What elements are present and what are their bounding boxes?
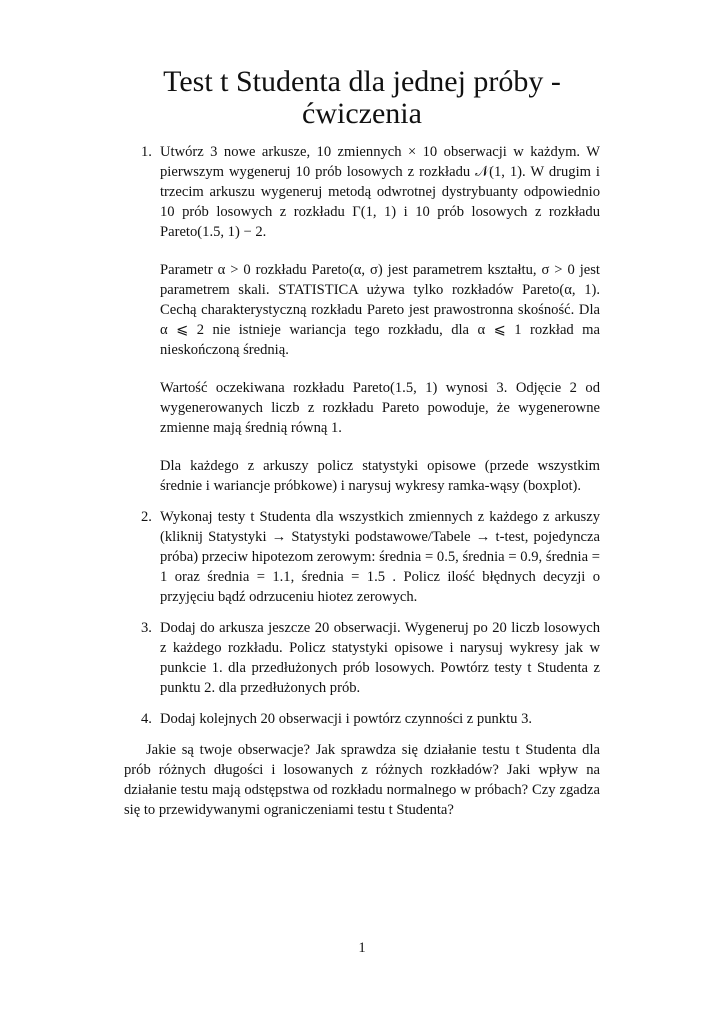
list-item [124, 142, 600, 496]
list-item [124, 618, 600, 698]
closing-paragraph: Jakie są twoje obserwacje? Jak sprawdza się działanie testu t Studenta dla prób różnych długości i losowanych z różnych rozkładów? Jaki wpływ na działanie testu mają odstępstwa od rozkładu normalnego w próbach? Czy zgadza się to przewidywanymi ograniczeniami testu t Studenta? [124, 742, 600, 818]
list-item-number: 2. [141, 509, 152, 525]
paragraph: Dodaj kolejnych 20 obserwacji i powtórz czynności z punktu 3. [160, 711, 533, 727]
list-item [124, 507, 600, 607]
paragraph: Dla każdego z arkuszy policz statystyki opisowe (przede wszystkim średnie i wariancje próbkowe) i narysuj wykresy ramka-wąsy (boxplot). [160, 458, 600, 494]
list-item-number: 1. [141, 144, 152, 160]
paragraph: Wartość oczekiwana rozkładu Pareto(1.5, 1) wynosi 3. Odjęcie 2 od wygenerowanych liczb z rozkładu Pareto powoduje, że wygenerowne zmienne mają średnią równą 1. [160, 380, 600, 436]
list-item [124, 709, 600, 729]
document-body [124, 142, 600, 820]
task-list [124, 142, 600, 729]
list-item-number: 3. [141, 620, 152, 636]
paragraph: Dodaj do arkusza jeszcze 20 obserwacji. Wygeneruj po 20 liczb losowych z każdego rozkładu. Policz statystyki opisowe i narysuj wykresy jak w punkcie 1. dla przedłużonych prób losowych. Powtórz testy t Studenta z punktu 2. dla przedłużonych prób. [160, 620, 600, 696]
list-item-number: 4. [141, 711, 152, 727]
page-number: 1 [358, 940, 366, 956]
paragraph: Parametr α > 0 rozkładu Pareto(α, σ) jest parametrem kształtu, σ > 0 jest parametrem skali. STATISTICA używa tylko rozkładów Pareto(α, 1). Cechą charakterystyczną rozkładu Pareto jest prawostronna skośność. Dla α ⩽ 2 nie istnieje wariancja tego rozkładu, dla α ⩽ 1 rozkład ma nieskończoną średnią. [160, 262, 600, 358]
paragraph: Utwórz 3 nowe arkusze, 10 zmiennych × 10 obserwacji w każdym. W pierwszym wygeneruj 10 prób losowych z rozkładu 𝒩(1, 1). W drugim i trzecim arkuszu wygeneruj metodą odwrotnej dystrybuanty odpowiednio 10 prób losowych z rozkładu Γ(1, 1) i 10 prób losowych z rozkładu Pareto(1.5, 1) − 2. [160, 144, 600, 240]
paragraph: Wykonaj testy t Studenta dla wszystkich zmiennych z każdego z arkuszy (kliknij Statystyki → Statystyki podstawowe/Tabele → t-test, pojedyncza próba) przeciw hipotezom zerowym: średnia = 0.5, średnia = 0.9, średnia = 1 oraz średnia = 1.1, średnia = 1.5 . Policz ilość błędnych decyzji o przyjęciu bądź odrzuceniu hiotez zerowych. [160, 509, 600, 605]
page-title: Test t Studenta dla jednej próby - ćwiczenia [163, 65, 561, 130]
